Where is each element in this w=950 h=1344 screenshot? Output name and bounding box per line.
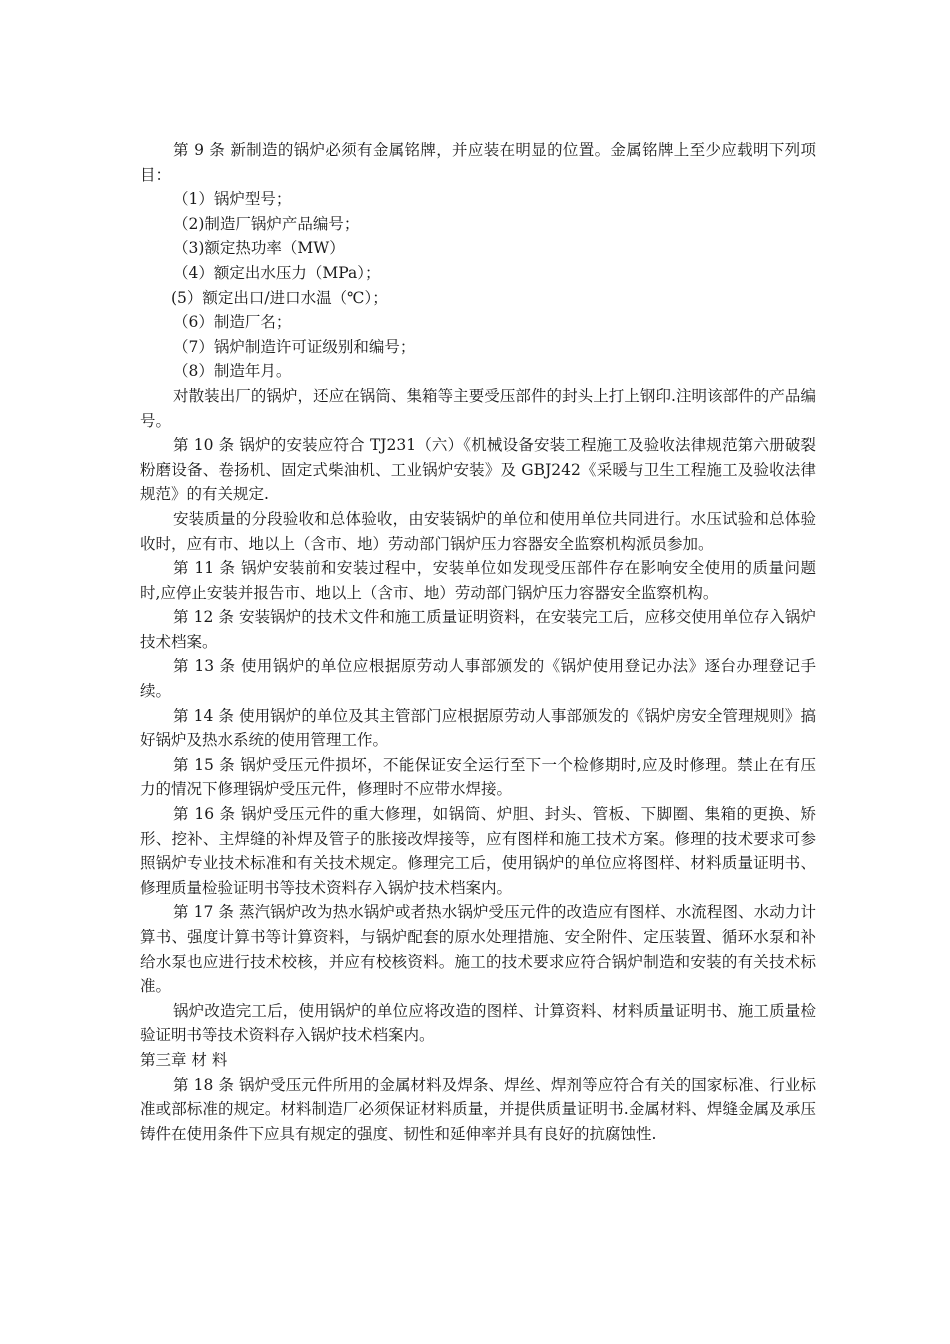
article-18: 第 18 条 锅炉受压元件所用的金属材料及焊条、焊丝、焊剂等应符合有关的国家标准、行业标准或部标准的规定。材料制造厂必须保证材料质量，并提供质量证明书.金属材料、焊缝金属及承压铸件在使用条件下应具有规定的强度、韧性和延伸率并具有良好的抗腐蚀性. [140, 1075, 816, 1143]
article-11: 第 11 条 锅炉安装前和安装过程中，安装单位如发现受压部件存在影响安全使用的质量问题时,应停止安装并报告市、地以上（含市、地）劳动部门锅炉压力容器安全监察机构。 [140, 559, 816, 602]
article-17-para-2: 锅炉改造完工后，使用锅炉的单位应将改造的图样、计算资料、材料质量证明书、施工质量检验证明书等技术资料存入锅炉技术档案内。 [140, 1001, 816, 1045]
article-13: 第 13 条 使用锅炉的单位应根据原劳动人事部颁发的《锅炉使用登记办法》逐台办理登记手续。 [140, 657, 816, 701]
article-10-para-2: 安装质量的分段验收和总体验收，由安装锅炉的单位和使用单位共同进行。水压试验和总体验收时，应有市、地以上（含市、地）劳动部门锅炉压力容器安全监察机构派员参加。 [140, 509, 816, 553]
article-12: 第 12 条 安装锅炉的技术文件和施工质量证明资料，在安装完工后，应移交使用单位存入锅炉技术档案。 [140, 608, 816, 651]
article-9-intro: 第 9 条 新制造的锅炉必须有金属铭牌，并应装在明显的位置。金属铭牌上至少应载明下列项目： [140, 141, 816, 184]
article-9-item-1: （1）锅炉型号； [173, 190, 292, 209]
article-9-item-8: （8）制造年月。 [173, 362, 292, 381]
article-17-para-1: 第 17 条 蒸汽锅炉改为热水锅炉或者热水锅炉受压元件的改造应有图样、水流程图、水动力计算书、强度计算书等计算资料，与锅炉配套的原水处理措施、安全附件、定压装置、循环水泵和补给水泵也应进行技术校核，并应有校核资料。施工的技术要求应符合锅炉制造和安装的有关技术标准。 [140, 903, 816, 996]
document-body [140, 138, 816, 1146]
article-9-note: 对散装出厂的锅炉，还应在锅筒、集箱等主要受压部件的封头上打上钢印.注明该部件的产品编号。 [140, 386, 816, 430]
article-9-item-2: （2)制造厂锅炉产品编号； [173, 214, 360, 233]
article-10-para-1: 第 10 条 锅炉的安装应符合 TJ231（六）《机械设备安装工程施工及验收法律规范第六册破裂粉磨设备、卷扬机、固定式柴油机、工业锅炉安装》及 GBJ242《采暖与卫生工程施工及验收法律规范》的有关规定. [140, 436, 816, 504]
article-9-item-6: （6）制造厂名； [173, 313, 292, 332]
article-9-item-5: (5）额定出口/进口水温（℃）； [171, 288, 388, 307]
article-9-item-4: （4）额定出水压力（MPa）； [173, 263, 381, 282]
chapter-heading: 第三章 材 料 [140, 1050, 228, 1069]
article-9-item-3: （3)额定热功率（MW） [173, 239, 345, 258]
article-9-item-7: （7）锅炉制造许可证级别和编号； [173, 337, 416, 356]
article-15: 第 15 条 锅炉受压元件损坏，不能保证安全运行至下一个检修期时,应及时修理。禁止在有压力的情况下修理锅炉受压元件，修理时不应带水焊接。 [140, 755, 816, 799]
article-14: 第 14 条 使用锅炉的单位及其主管部门应根据原劳动人事部颁发的《锅炉房安全管理规则》搞好锅炉及热水系统的使用管理工作。 [140, 706, 816, 750]
article-16: 第 16 条 锅炉受压元件的重大修理，如锅筒、炉胆、封头、管板、下脚圈、集箱的更换、矫形、挖补、主焊缝的补焊及管子的胀接改焊接等，应有图样和施工技术方案。修理的技术要求可参照锅炉专业技术标准和有关技术规定。修理完工后，使用锅炉的单位应将图样、材料质量证明书、修理质量检验证明书等技术资料存入锅炉技术档案内。 [140, 805, 816, 897]
